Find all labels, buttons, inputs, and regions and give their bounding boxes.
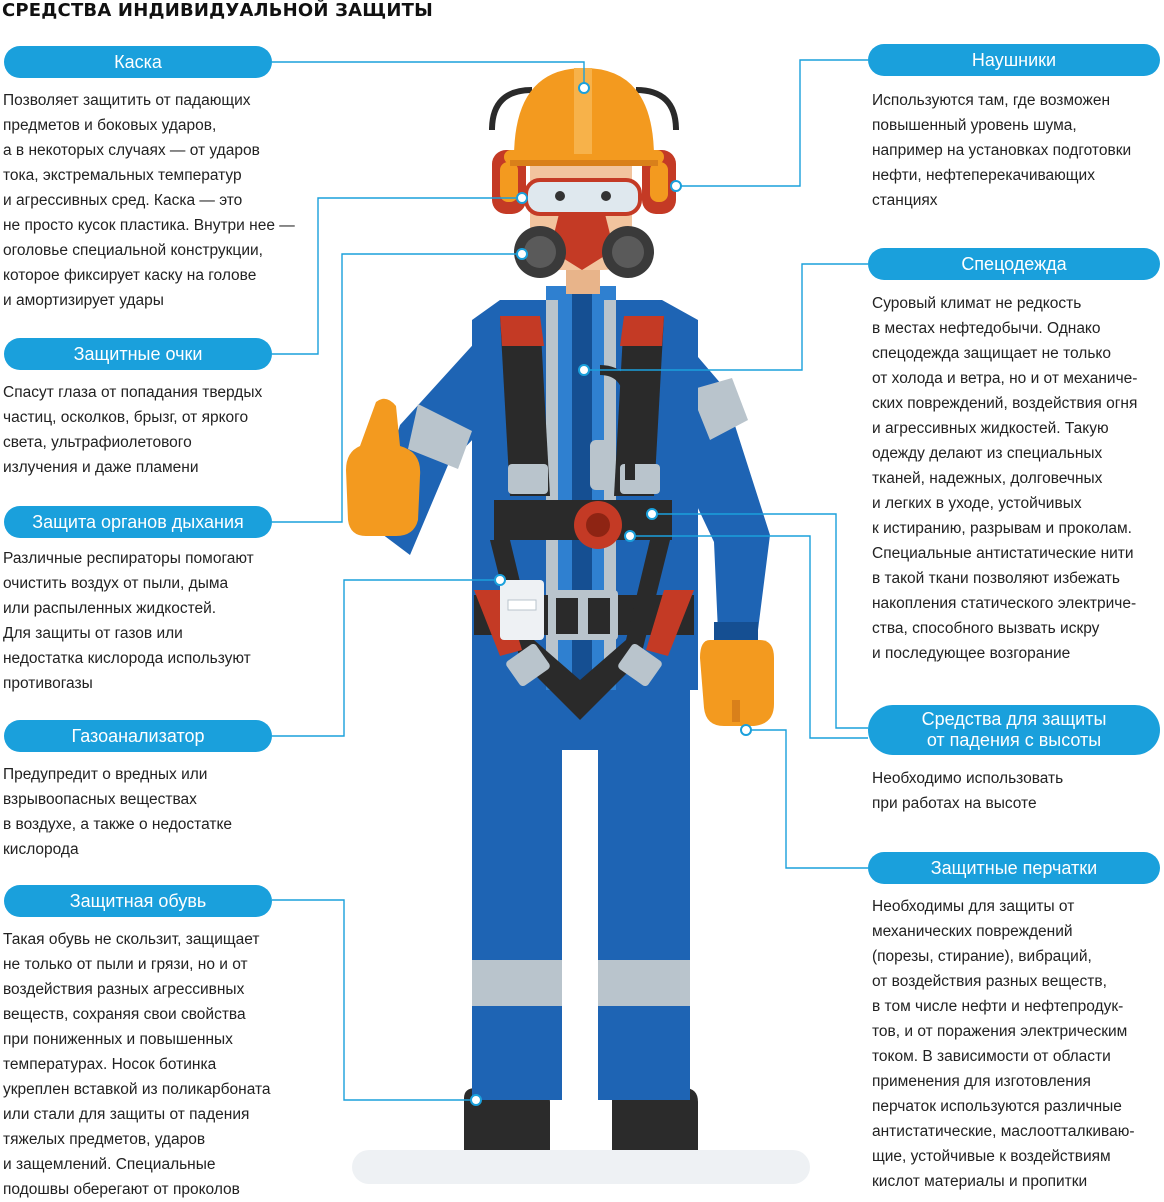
desc-footwear: Такая обувь не скользит, защищает не только от пыли и грязи, но и от воздействия разных агрессивных веществ, сохраняя свои свойства при пониженных и повышенных температурах. Носок ботинка укреплен вставкой из поликарбоната или стали для защиты от падения тяжелых предметов, ударов и защемлений. Специальные подошвы оберегают от проколов <box>3 931 271 1198</box>
label-goggles: Защитные очки <box>4 338 272 370</box>
desc-gas-analyzer: Предупредит о вредных или взрывоопасных веществах в воздухе, а также о недостатке кислорода <box>3 766 233 858</box>
label-gloves: Защитные перчатки <box>868 852 1160 884</box>
goggles-icon <box>526 180 640 214</box>
desc-helmet: Позволяет защитить от падающих предметов и боковых ударов, а в некоторых случаях — от ударов тока, экстремальных температур и агрессивных сред. Каска — это не просто кусок пластика. Внутри нее — оголовье специальной конструкции, которое фиксирует каску на голове и амортизирует удары <box>3 92 295 309</box>
desc-workwear: Суровый климат не редкость в местах нефтедобычи. Однако спецодежда защищает не только от холода и ветра, но и от механиче- ских повреждений, воздействия огня и агрессивных жидкостей. Такую одежду делают из специальных тканей, надежных, долговечных и легких в уходе, устойчивых к истиранию, разрывам и проколам. Специальные антистатические нити в такой ткани позволяют избежать накопления статического электриче- ства, способного вызвать искру и последующее возгорание <box>872 295 1138 662</box>
ground-shadow <box>352 1150 810 1184</box>
label-gas-analyzer: Газоанализатор <box>4 720 272 752</box>
label-workwear: Спецодежда <box>868 248 1160 280</box>
label-footwear: Защитная обувь <box>4 885 272 917</box>
label-helmet: Каска <box>4 46 272 78</box>
desc-gloves: Необходимы для защиты от механических повреждений (порезы, стирание), вибраций, от воздействия разных веществ, в том числе нефти и нефтепродук- тов, и от поражения электрическим током. В зависимости от области применения для изготовления перчаток используются различные антистатические, маслоотталкиваю- щие, устойчивые к воздействиям кислот материалы и пропитки <box>872 898 1135 1190</box>
trousers-icon <box>472 690 690 1100</box>
desc-earmuffs: Используются там, где возможен повышенный уровень шума, например на установках подготовки нефти, нефтеперекачивающих станциях <box>872 92 1132 209</box>
glove-right-icon <box>700 640 774 726</box>
label-earmuffs: Наушники <box>868 44 1160 76</box>
label-respiratory: Защита органов дыхания <box>4 506 272 538</box>
label-fall-protection: Средства для защиты от падения с высоты <box>868 705 1160 755</box>
desc-respiratory: Различные респираторы помогают очистить воздух от пыли, дыма или распыленных жидкостей. Для защиты от газов или недостатка кислорода используют противогазы <box>3 550 254 692</box>
page-title: СРЕДСТВА ИНДИВИДУАЛЬНОЙ ЗАЩИТЫ <box>2 0 433 21</box>
desc-fall-protection: Необходимо использовать при работах на высоте <box>872 770 1064 812</box>
desc-goggles: Спасут глаза от попадания твердых частиц, осколков, брызг, от яркого света, ультрафиолетового излучения и даже пламени <box>3 384 263 476</box>
